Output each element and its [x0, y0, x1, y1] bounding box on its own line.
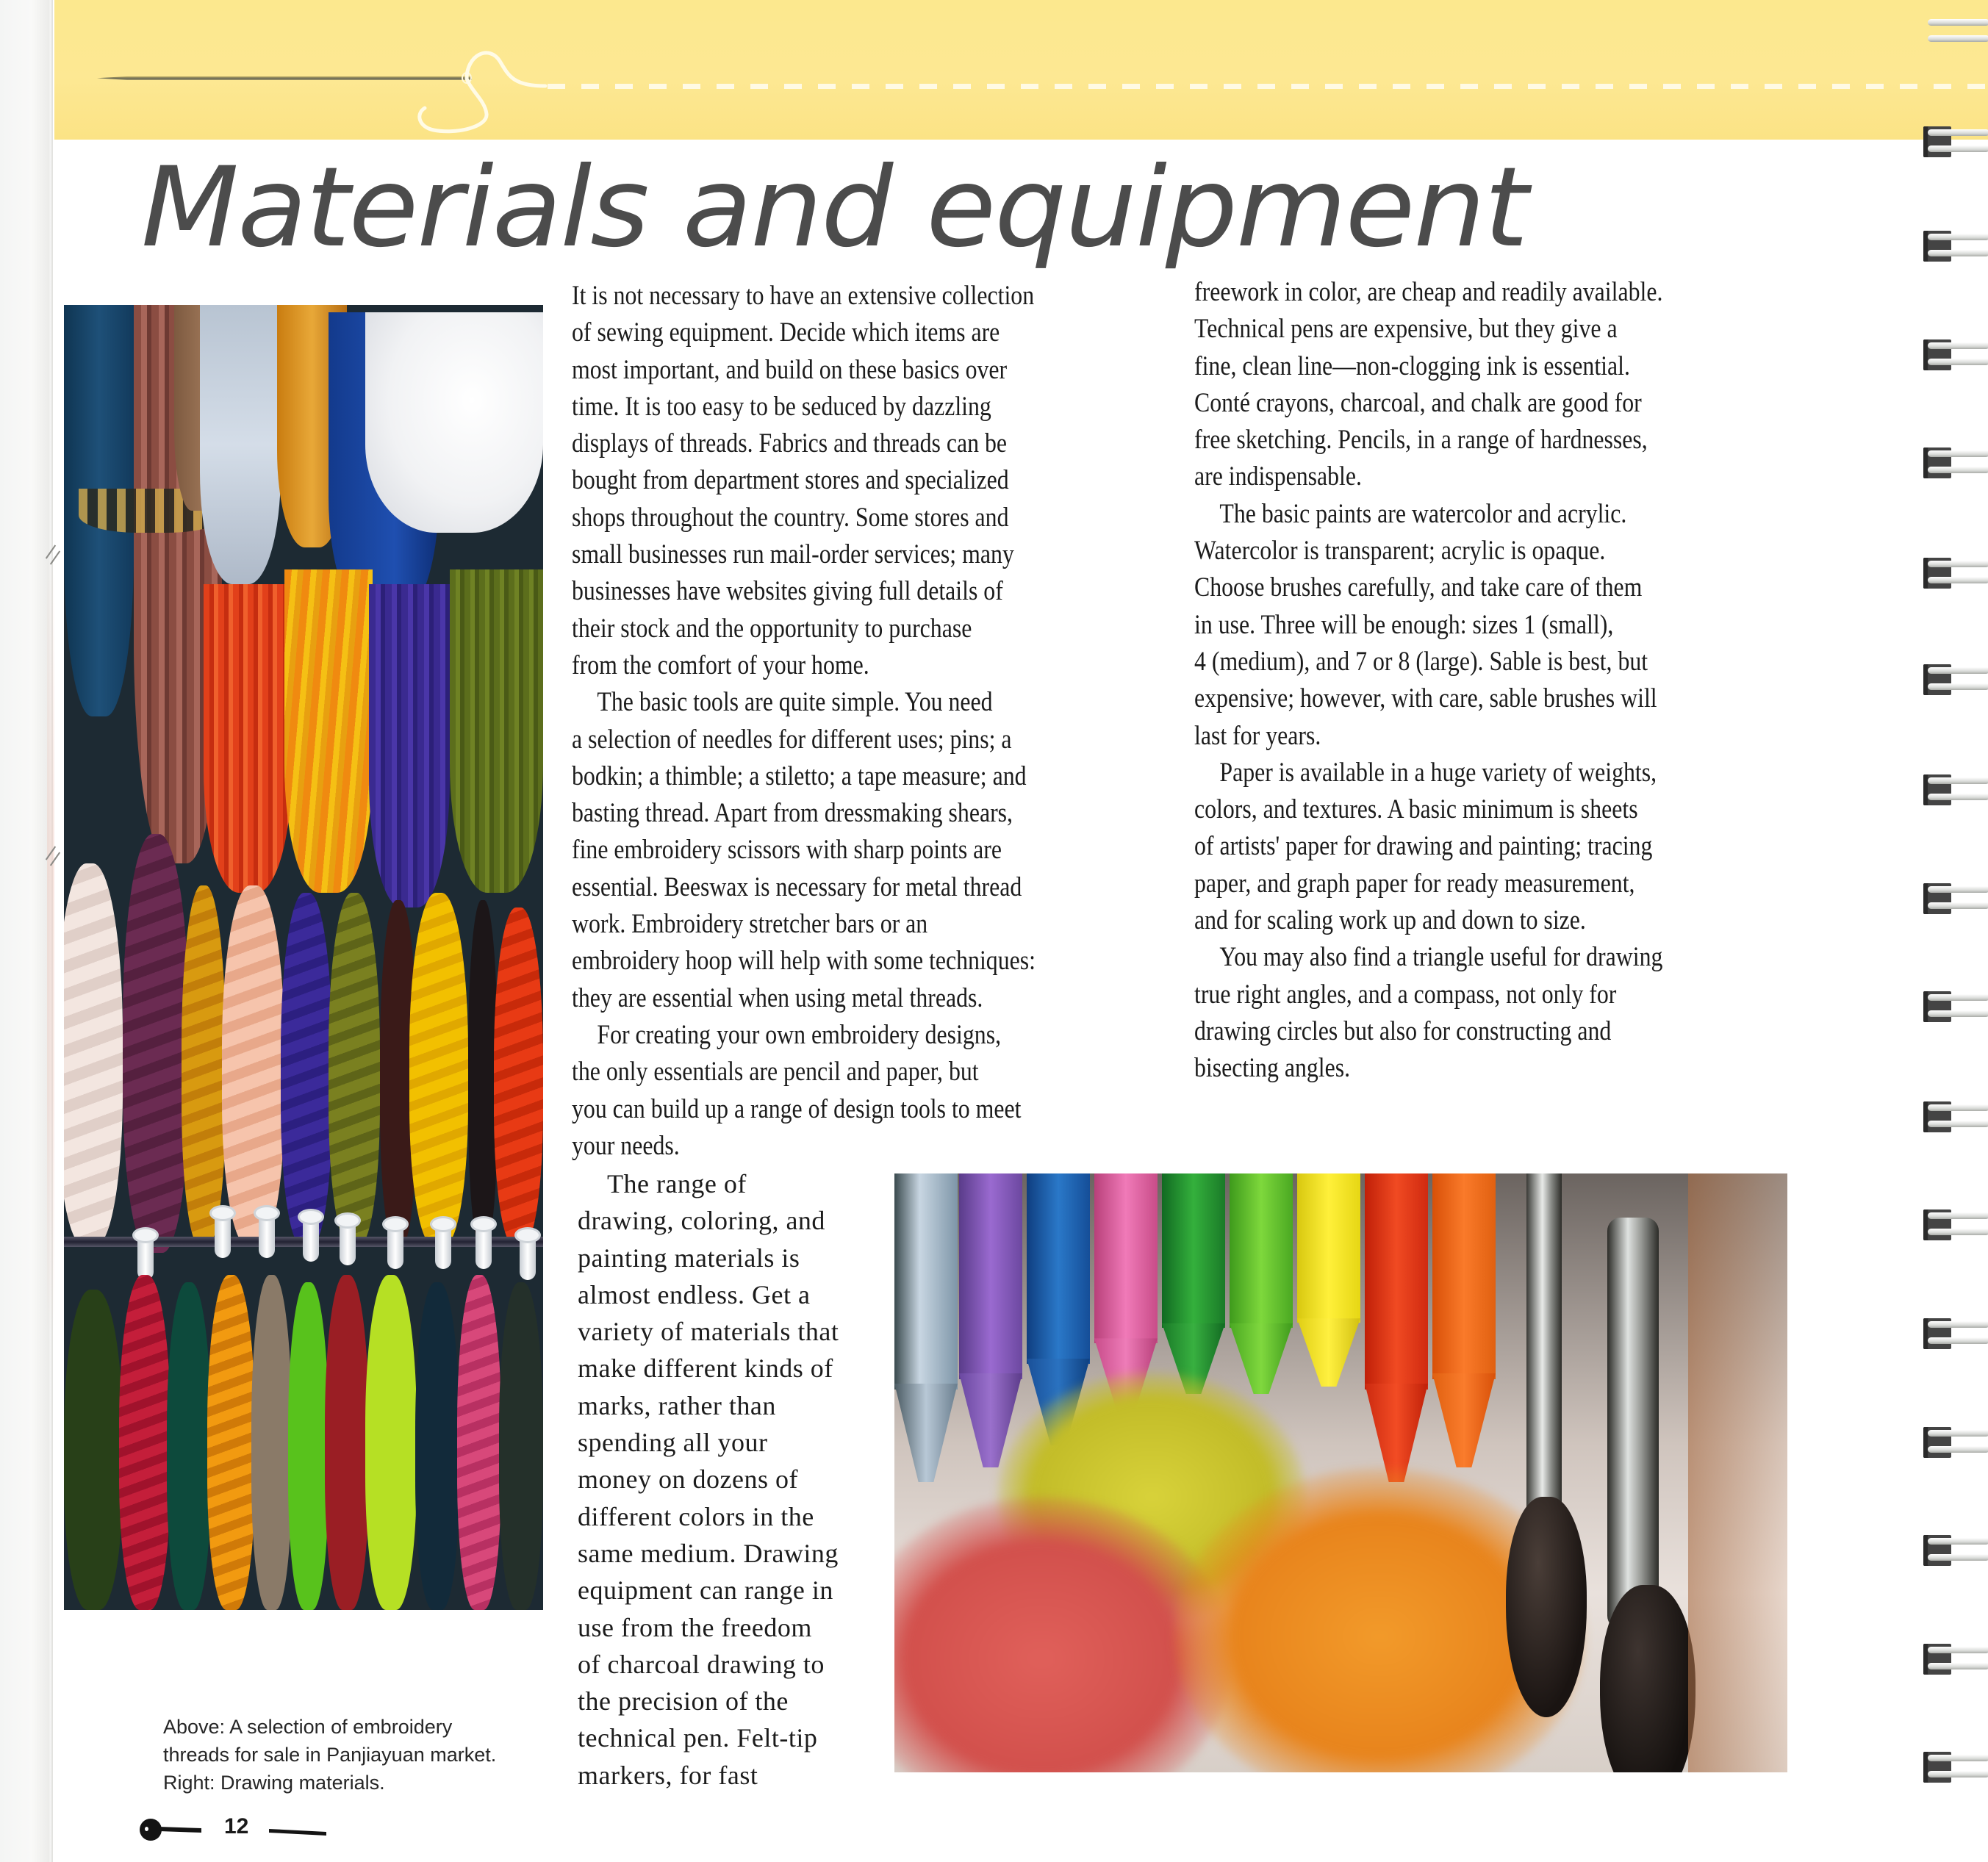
binding-ring [1923, 228, 1988, 265]
thread-skein [494, 907, 543, 1245]
thread-tassel [204, 584, 292, 893]
thread-icon [345, 40, 566, 143]
text-line: use from the freedom [578, 1612, 812, 1642]
binding-ring [1923, 1532, 1988, 1569]
binding-ring [1923, 988, 1988, 1025]
text-line: expensive; however, with care, sable brushes will [1194, 683, 1657, 714]
thread-skein [365, 1275, 417, 1610]
text-line: of artists' paper for drawing and painting; tracing [1194, 831, 1653, 862]
text-line: freework in color, are cheap and readily available. [1194, 277, 1663, 307]
thread-skein [222, 885, 284, 1245]
binding-ring [1923, 1099, 1988, 1135]
thread-skein [415, 1282, 459, 1610]
text-line: Paper is available in a huge variety of weights, [1219, 757, 1657, 788]
text-line: colors, and textures. A basic minimum is sheets [1194, 794, 1638, 825]
hook [435, 1223, 451, 1269]
page-number: 12 [224, 1814, 249, 1838]
thread-tassel [369, 584, 450, 907]
binding-ring [1923, 661, 1988, 698]
text-line: basting thread. Apart from dressmaking shears, [572, 798, 1013, 829]
pin-shaft [159, 1827, 201, 1833]
text-line: true right angles, and a compass, not only for [1194, 979, 1617, 1010]
text-line: Technical pens are expensive, but they give a [1194, 314, 1618, 345]
binding-ring [1923, 1749, 1988, 1786]
photo-shadow [1688, 1173, 1787, 1772]
header-band [54, 0, 1988, 140]
text-column-1 [572, 278, 1111, 1165]
text-line: technical pen. Felt-tip [578, 1723, 818, 1753]
binding-ring [1923, 1315, 1988, 1352]
hook [215, 1212, 231, 1258]
paintbrush-head [1506, 1497, 1587, 1717]
edge-bleed [47, 558, 54, 1330]
text-line: make different kinds of [578, 1354, 833, 1384]
drawing-materials-photo [894, 1173, 1787, 1772]
hook [340, 1220, 356, 1265]
text-line: a selection of needles for different uses; pins; a [572, 724, 1012, 755]
binding-ring [1923, 337, 1988, 373]
page-gutter [0, 0, 53, 1862]
text-line: time. It is too easy to be seduced by dazzling [572, 391, 991, 422]
text-line: The basic tools are quite simple. You need [597, 687, 993, 718]
thread-skein [207, 1275, 255, 1610]
page-title: Materials and equipment [141, 144, 1527, 272]
binding-ring [1923, 1424, 1988, 1461]
crayon-orange [1432, 1173, 1496, 1467]
binding-ring [1923, 13, 1988, 50]
text-line: small businesses run mail-order services; many [572, 539, 1014, 570]
binding-ring [1923, 1207, 1988, 1243]
text-line: free sketching. Pencils, in a range of hardnesses, [1194, 425, 1648, 456]
thread-skein [468, 900, 498, 1245]
text-line: It is not necessary to have an extensive collection [572, 281, 1035, 311]
text-line: almost endless. Get a [578, 1279, 811, 1309]
text-line: shops throughout the country. Some stores and [572, 502, 1009, 533]
binding-ring [1923, 772, 1988, 808]
hook [137, 1234, 154, 1280]
text-line: from the comfort of your home. [572, 650, 869, 680]
binding-ring [1923, 1641, 1988, 1678]
text-line: markers, for fast [578, 1760, 758, 1790]
thread-tassel [284, 569, 373, 893]
text-line: spending all your [578, 1428, 768, 1458]
thread-skein [457, 1275, 501, 1610]
thread-skein [251, 1275, 292, 1610]
thread-skein [281, 893, 332, 1245]
text-line: Conté crayons, charcoal, and chalk are good for [1194, 387, 1642, 418]
text-line: of charcoal drawing to [578, 1649, 825, 1679]
caption-line: Right: Drawing materials. [163, 1772, 385, 1794]
text-line: same medium. Drawing [578, 1538, 839, 1568]
photo-caption [163, 1713, 496, 1797]
folio-rule [269, 1829, 326, 1836]
text-line: marks, rather than [578, 1390, 776, 1420]
text-line: displays of threads. Fabrics and threads can be [572, 428, 1008, 459]
crayon-violet [959, 1173, 1022, 1467]
binding-ring [1923, 445, 1988, 481]
text-line: work. Embroidery stretcher bars or an [572, 909, 928, 940]
text-line: the only essentials are pencil and paper, but [572, 1057, 979, 1088]
text-line: bodkin; a thimble; a stiletto; a tape measure; and [572, 761, 1027, 791]
text-line: Choose brushes carefully, and take care of them [1194, 572, 1643, 603]
text-line: bought from department stores and specialized [572, 465, 1009, 496]
text-line: your needs. [572, 1130, 680, 1161]
text-line: drawing, coloring, and [578, 1206, 825, 1236]
text-column-3 [1194, 274, 1739, 1088]
thread-skein [409, 893, 468, 1245]
text-line: they are essential when using metal threads. [572, 982, 983, 1013]
text-line: The basic paints are watercolor and acrylic. [1219, 498, 1627, 529]
paintbrush-head [1600, 1585, 1695, 1772]
text-line: fine, clean line—non-clogging ink is essential. [1194, 351, 1630, 381]
text-line: drawing circles but also for constructing and [1194, 1016, 1612, 1046]
text-line: you can build up a range of design tools to meet [572, 1093, 1022, 1124]
caption-line: Above: A selection of embroidery [163, 1716, 453, 1738]
crayon-red [1365, 1173, 1428, 1482]
text-line: businesses have websites giving full details of [572, 576, 1003, 607]
text-line: last for years. [1194, 720, 1321, 751]
text-line: For creating your own embroidery designs, [597, 1019, 1002, 1050]
text-line: embroidery hoop will help with some techniques: [572, 946, 1036, 977]
hook [476, 1223, 492, 1269]
text-line: most important, and build on these basics over [572, 354, 1008, 385]
text-line: bisecting angles. [1194, 1053, 1351, 1084]
hook [259, 1212, 275, 1258]
binding-ring [1923, 123, 1988, 160]
hook [303, 1216, 319, 1262]
thread-skein [119, 1275, 171, 1610]
paintbrush-handle [1607, 1218, 1659, 1629]
text-line: equipment can range in [578, 1575, 833, 1606]
binding-ring [1923, 555, 1988, 592]
crayon-lime [1230, 1173, 1293, 1394]
text-line: are indispensable. [1194, 461, 1362, 492]
threads-photo [64, 305, 543, 1610]
text-line: essential. Beeswax is necessary for metal thread [572, 871, 1022, 902]
binding-ring [1923, 880, 1988, 917]
text-line: painting materials is [578, 1243, 800, 1273]
text-line: variety of materials that [578, 1317, 839, 1347]
crayon-yellow [1297, 1173, 1360, 1387]
thread-tassel [450, 569, 543, 893]
text-line: paper, and graph paper for ready measurement, [1194, 868, 1635, 899]
thread-skein [64, 1290, 123, 1610]
thread-skein [329, 893, 380, 1245]
hook [387, 1223, 403, 1269]
text-column-2 [578, 1165, 839, 1794]
text-line: fine embroidery scissors with sharp points are [572, 835, 1002, 866]
text-line: their stock and the opportunity to purchase [572, 613, 972, 644]
text-line: different colors in the [578, 1501, 814, 1531]
text-line: Watercolor is transparent; acrylic is opaque. [1194, 536, 1606, 567]
thread-skein [288, 1282, 329, 1610]
thread-skein [499, 1282, 543, 1610]
thread-skein [325, 1275, 369, 1610]
thread-skein [64, 863, 123, 1245]
text-line: and for scaling work up and down to size. [1194, 905, 1586, 936]
text-line: the precision of the [578, 1686, 789, 1717]
text-line: The range of [607, 1169, 747, 1198]
thread-tassel [200, 305, 281, 584]
thread-skein [167, 1282, 211, 1610]
thread-skein [182, 885, 226, 1245]
text-line: of sewing equipment. Decide which items are [572, 317, 1000, 348]
text-line: 4 (medium), and 7 or 8 (large). Sable is best, but [1194, 646, 1648, 677]
stitch-line [548, 84, 1988, 89]
text-line: money on dozens of [578, 1464, 798, 1495]
crayon-green [1162, 1173, 1225, 1394]
hook [520, 1234, 536, 1280]
text-line: in use. Three will be enough: sizes 1 (small), [1194, 609, 1614, 640]
text-line: You may also find a triangle useful for drawing [1219, 942, 1663, 973]
thread-tassel [365, 312, 543, 533]
caption-line: threads for sale in Panjiayuan market. [163, 1744, 497, 1766]
thread-skein [123, 834, 189, 1253]
crayon-silver [894, 1173, 958, 1482]
